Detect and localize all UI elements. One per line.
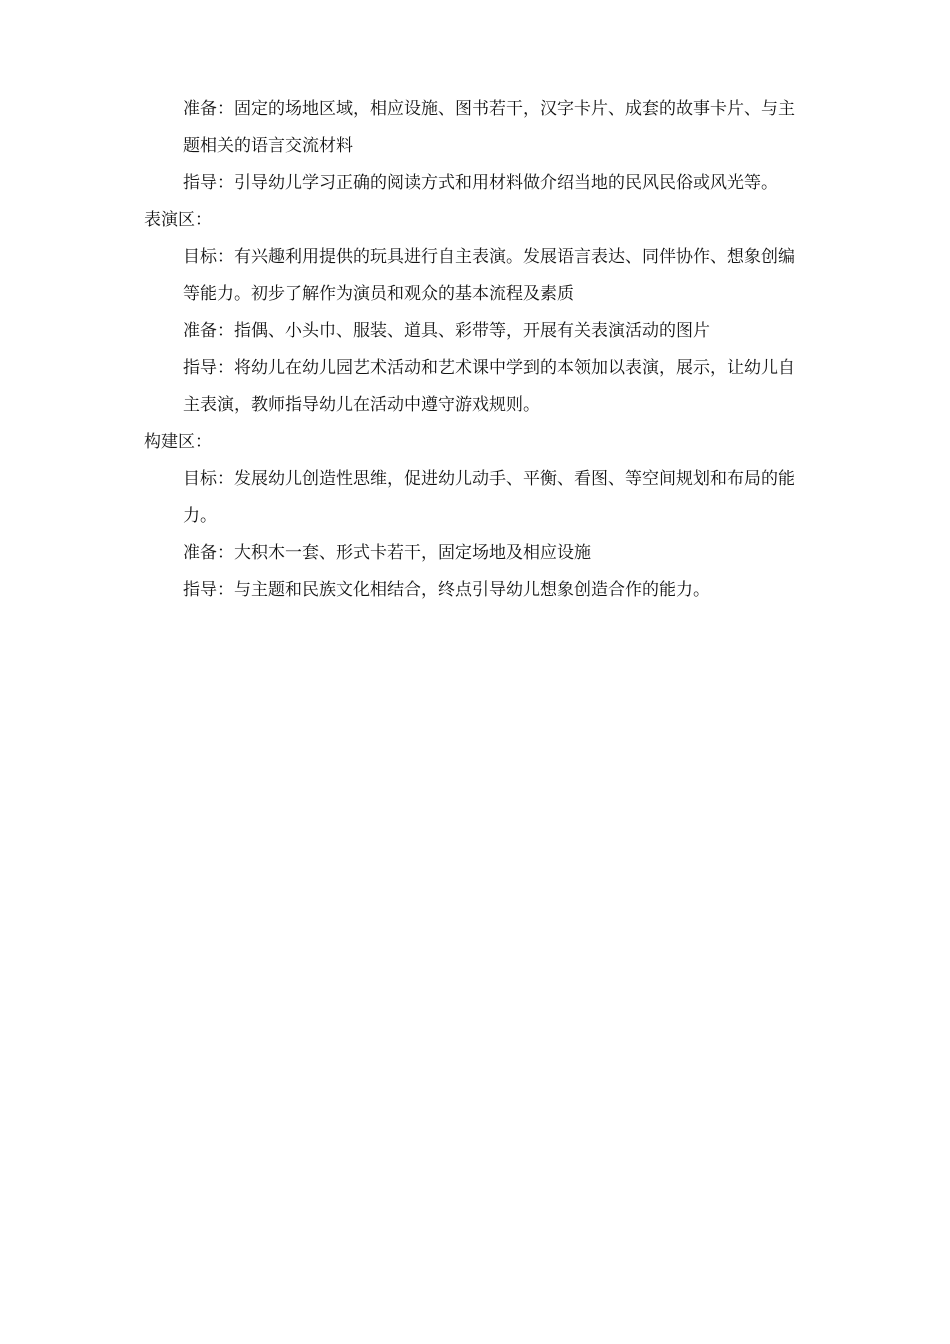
performance-area-preparation: 准备：指偶、小头巾、服装、道具、彩带等，开展有关表演活动的图片	[183, 321, 710, 341]
document-body	[144, 91, 808, 609]
performance-area-guidance: 指导：将幼儿在幼儿园艺术活动和艺术课中学到的本领加以表演，展示，让幼儿自主表演，教师指导幼儿在活动中遵守游戏规则。	[183, 358, 795, 415]
construction-area-preparation: 准备：大积木一套、形式卡若干，固定场地及相应设施	[183, 543, 591, 563]
section-heading-performance-area: 表演区：	[144, 210, 212, 230]
section-heading-construction-area: 构建区：	[144, 432, 212, 452]
construction-area-goal: 目标：发展幼儿创造性思维，促进幼儿动手、平衡、看图、等空间规划和布局的能力。	[183, 469, 795, 526]
reading-area-preparation: 准备：固定的场地区域，相应设施、图书若干，汉字卡片、成套的故事卡片、与主题相关的语言交流材料	[183, 99, 795, 156]
performance-area-goal: 目标：有兴趣利用提供的玩具进行自主表演。发展语言表达、同伴协作、想象创编等能力。初步了解作为演员和观众的基本流程及素质	[183, 247, 795, 304]
construction-area-guidance: 指导：与主题和民族文化相结合，终点引导幼儿想象创造合作的能力。	[183, 580, 710, 600]
reading-area-guidance: 指导：引导幼儿学习正确的阅读方式和用材料做介绍当地的民风民俗或风光等。	[183, 173, 778, 193]
